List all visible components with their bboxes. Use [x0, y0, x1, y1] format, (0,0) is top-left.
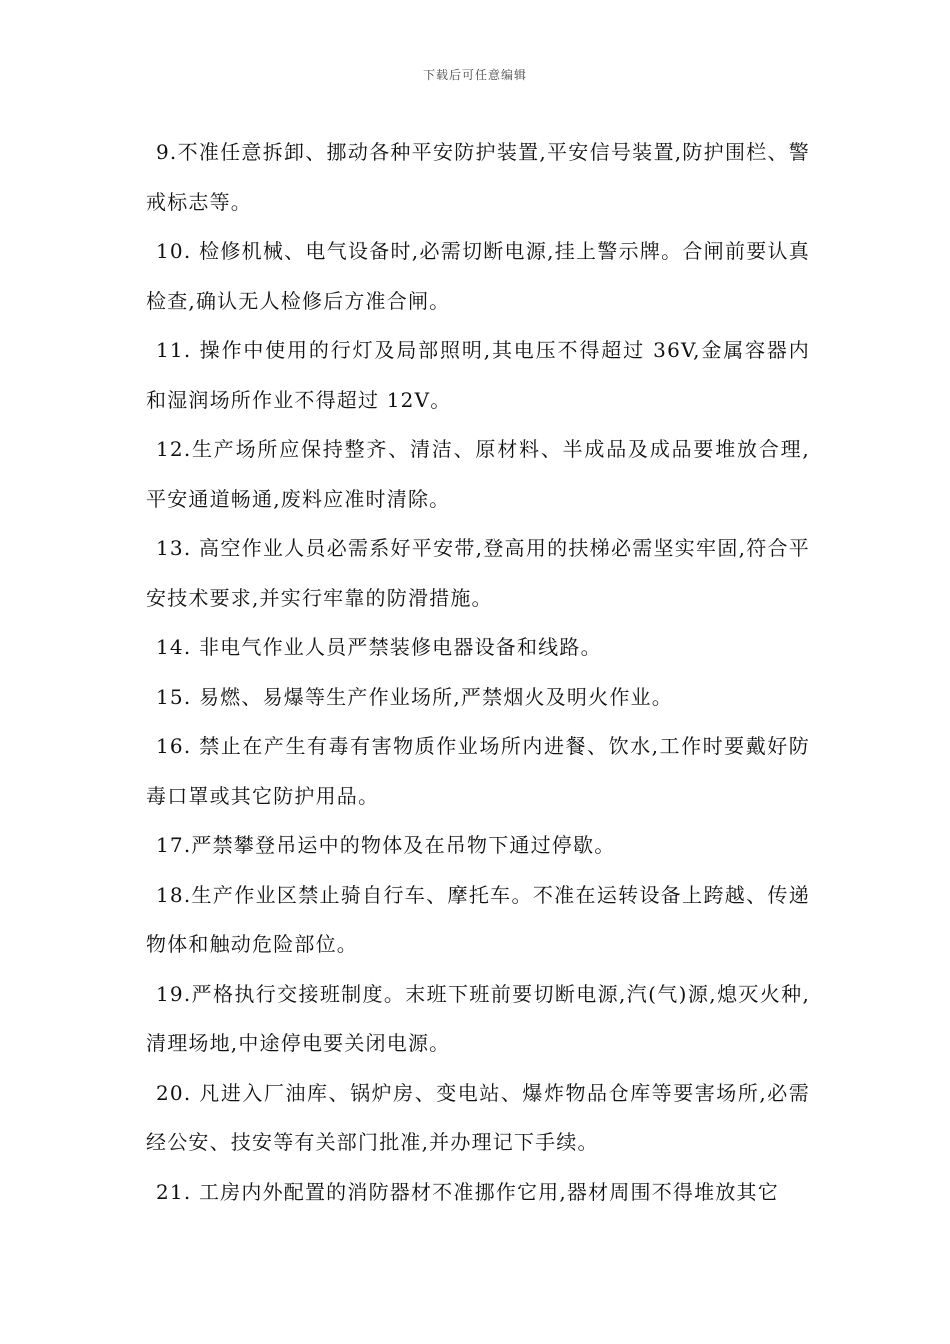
document-body — [146, 128, 810, 1217]
paragraph-21: 21. 工房内外配置的消防器材不准挪作它用,器材周围不得堆放其它 — [156, 1179, 779, 1204]
paragraph-14: 14. 非电气作业人员严禁装修电器设备和线路。 — [156, 635, 602, 659]
paragraph-15: 15. 易燃、易爆等生产作业场所,严禁烟火及明火作业。 — [156, 684, 673, 709]
paragraph-9: 9.不准任意拆卸、挪动各种平安防护装置,平安信号装置,防护围栏、警戒标志等。 — [146, 140, 810, 214]
paragraph-18: 18.生产作业区禁止骑自行车、摩托车。不准在运转设备上跨越、传递物体和触动危险部位。 — [146, 882, 810, 956]
paragraph-19: 19.严格执行交接班制度。末班下班前要切断电源,汽(气)源,熄灭火种,清理场地,中途停电要关闭电源。 — [146, 981, 810, 1055]
paragraph-17: 17.严禁攀登吊运中的物体及在吊物下通过停歇。 — [156, 833, 616, 857]
paragraph-10: 10. 检修机械、电气设备时,必需切断电源,挂上警示牌。合闸前要认真检查,确认无人检修后方准合闸。 — [146, 239, 810, 313]
paragraph-11: 11. 操作中使用的行灯及局部照明,其电压不得超过 36V,金属容器内和湿润场所作业不得超过 12V。 — [146, 338, 810, 412]
paragraph-20: 20. 凡进入厂油库、锅炉房、变电站、爆炸物品仓库等要害场所,必需经公安、技安等有关部门批准,并办理记下手续。 — [146, 1080, 810, 1154]
header-note: 下载后可任意编辑 — [422, 68, 527, 82]
paragraph-13: 13. 高空作业人员必需系好平安带,登高用的扶梯必需坚实牢固,符合平安技术要求,并实行牢靠的防滑措施。 — [146, 536, 810, 610]
paragraph-16: 16. 禁止在产生有毒有害物质作业场所内进餐、饮水,工作时要戴好防毒口罩或其它防护用品。 — [146, 734, 810, 808]
paragraph-12: 12.生产场所应保持整齐、清洁、原材料、半成品及成品要堆放合理,平安通道畅通,废料应准时清除。 — [146, 437, 810, 511]
